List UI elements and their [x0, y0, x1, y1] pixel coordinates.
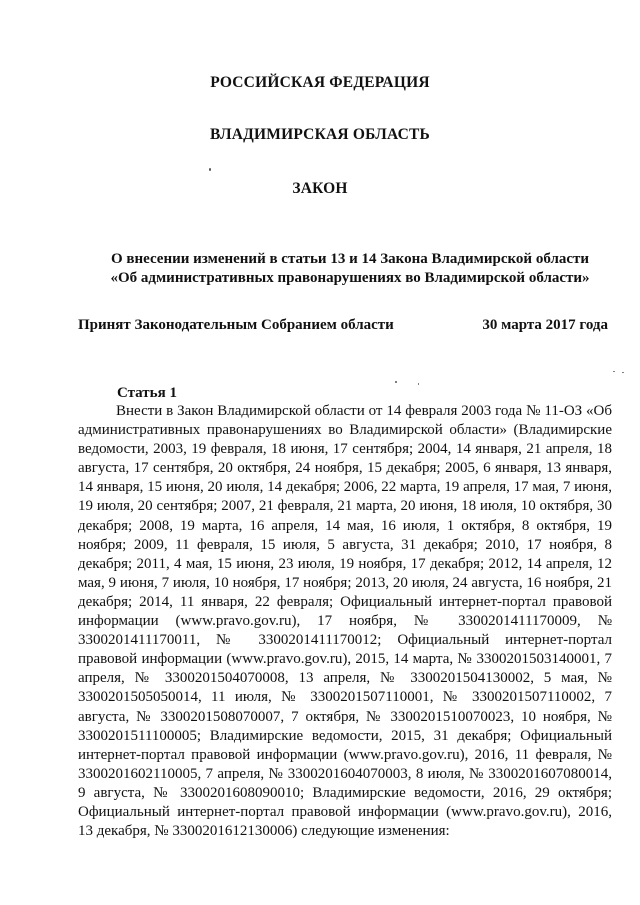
- scan-speck: [395, 381, 397, 383]
- region-title: ВЛАДИМИРСКАЯ ОБЛАСТЬ: [210, 126, 430, 143]
- scan-speck: [209, 168, 211, 171]
- scan-speck: [613, 371, 615, 372]
- law-subject-line-1: О внесении изменений в статьи 13 и 14 Закона Владимирской области: [110, 251, 590, 267]
- article-1-heading: Статья 1: [117, 385, 177, 401]
- adopted-by: Принят Законодательным Собранием области: [78, 317, 394, 333]
- scan-speck: [622, 372, 624, 373]
- document-type-title: ЗАКОН: [292, 180, 348, 197]
- article-1-text: Внести в Закон Владимирской области от 14 февраля 2003 года № 11-ОЗ «Об административных правонарушениях во Владимирской области» (Владимирские ведомости, 2003, 19 февраля, 18 июня, 17 сентября; 2004, 14 января, 21 апреля, 18 августа, 17 сентября, 20 октября, 24 ноября, 15 декабря; 2005, 6 января, 13 января, 14 января, 15 июня, 20 июля, 14 декабря; 2006, 22 марта, 19 апреля, 17 мая, 7 июня, 19 июля, 20 сентября; 2007, 21 февраля, 21 марта, 20 июня, 18 июля, 10 октября, 30 декабря; 2008, 19 марта, 16 апреля, 14 мая, 16 июля, 1 октября, 8 октября, 19 ноября; 2009, 11 февраля, 15 июля, 5 августа, 31 декабря; 2010, 17 ноября, 8 декабря; 2011, 4 мая, 15 июня, 23 июля, 19 ноября, 17 декабря; 2012, 14 апреля, 12 мая, 9 июня, 7 июля, 10 ноября, 17 ноября; 2013, 20 июля, 24 августа, 16 ноября, 21 декабря; 2014, 11 января, 22 февраля; Официальный интернет-портал правовой информации (www.pravo.gov.ru), 17 ноября, № 3300201411170009, № 3300201411170011, № 3300201411170012; Официальный интернет-портал правовой информации (www.pravo.gov.ru), 2015, 14 марта, № 3300201503140001, 7 апреля, № 3300201504070008, 13 апреля, № 3300201504130002, 5 мая, № 3300201505050014, 11 июля, № 3300201507110001, № 3300201507110002, 7 августа, № 3300201508070007, 7 октября, № 3300201510070023, 10 ноября, № 3300201511100005; Владимирские ведомости, 2015, 31 декабря; Официальный интернет-портал правовой информации (www.pravo.gov.ru), 2016, 11 февраля, № 3300201602110005, 7 апреля, № 3300201604070003, 8 июля, № 3300201607080014, 9 августа, № 3300201608090010; Владимирские ведомости, 2016, 29 октября; Официальный интернет-портал правовой информации (www.pravo.gov.ru), 2016, 13 декабря, № 3300201612130006) следующие изменения:: [78, 403, 612, 840]
- adoption-line: [78, 317, 608, 334]
- scan-speck: [418, 383, 419, 385]
- law-subject: [80, 250, 620, 288]
- law-subject-line-2: «Об административных правонарушениях во Владимирской области»: [110, 270, 590, 286]
- country-title: РОССИЙСКАЯ ФЕДЕРАЦИЯ: [210, 74, 430, 91]
- adoption-date: 30 марта 2017 года: [482, 317, 608, 333]
